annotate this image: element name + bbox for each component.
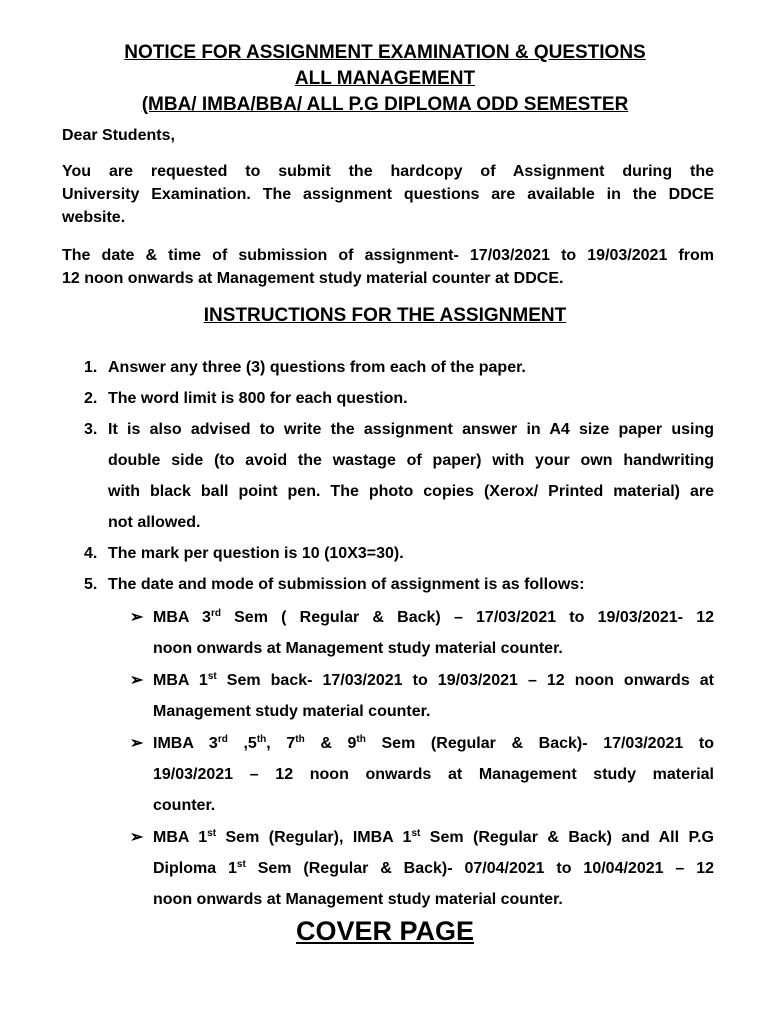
- paragraph-1: [62, 160, 714, 229]
- paragraph-1-line-2: University Examination. The assignment questions are available in the DDCE: [62, 186, 714, 203]
- item-number: 5.: [84, 576, 98, 593]
- arrow-bullet-icon: ➢: [130, 735, 144, 752]
- title-line-2: ALL MANAGEMENT: [294, 68, 476, 89]
- sub-bullet-line: IMBA 3rd ,5th, 7th & 9th Sem (Regular & Back)- 17/03/2021 to: [153, 734, 714, 752]
- sub-bullet-line: Management study material counter.: [153, 703, 431, 720]
- item-text: Answer any three (3) questions from each of the paper.: [108, 359, 526, 376]
- sub-bullet-line: MBA 1st Sem back- 17/03/2021 to 19/03/2021 – 12 noon onwards at: [153, 671, 715, 689]
- sub-bullet-text: [153, 822, 714, 915]
- sub-bullet-text: [153, 602, 714, 664]
- sub-bullet-text: [153, 728, 714, 821]
- sub-bullet-line: 19/03/2021 – 12 noon onwards at Management study material: [153, 766, 714, 783]
- paragraph-2-line-1: The date & time of submission of assignment- 17/03/2021 to 19/03/2021 from: [62, 247, 714, 264]
- sub-bullet-line: noon onwards at Management study material counter.: [153, 640, 563, 657]
- item-number: 1.: [84, 359, 98, 376]
- sub-bullet-line: Diploma 1st Sem (Regular & Back)- 07/04/2021 to 10/04/2021 – 12: [153, 859, 714, 877]
- item-text: The date and mode of submission of assignment is as follows:: [108, 576, 585, 593]
- item-text-line: with black ball point pen. The photo copies (Xerox/ Printed material) are: [108, 483, 714, 500]
- item-number: 3.: [84, 421, 98, 438]
- arrow-bullet-icon: ➢: [130, 829, 144, 846]
- paragraph-2: [62, 244, 714, 290]
- arrow-bullet-icon: ➢: [130, 609, 144, 626]
- item-text: [108, 414, 714, 538]
- item-text-line: It is also advised to write the assignment answer in A4 size paper using: [108, 421, 714, 438]
- cover-page-heading: COVER PAGE: [295, 916, 475, 946]
- item-number: 4.: [84, 545, 98, 562]
- greeting: Dear Students,: [62, 127, 175, 144]
- instructions-heading: INSTRUCTIONS FOR THE ASSIGNMENT: [203, 305, 567, 326]
- paragraph-1-line-3: website.: [62, 209, 126, 226]
- sub-bullet-line: MBA 1st Sem (Regular), IMBA 1st Sem (Regular & Back) and All P.G: [153, 828, 714, 846]
- paragraph-1-line-1: You are requested to submit the hardcopy of Assignment during the: [62, 163, 714, 180]
- notice-title: [0, 40, 770, 118]
- sub-bullet-line: MBA 3rd Sem ( Regular & Back) – 17/03/2021 to 19/03/2021- 12: [153, 608, 714, 626]
- sub-bullet-text: [153, 665, 714, 727]
- item-text: The word limit is 800 for each question.: [108, 390, 408, 407]
- title-line-1: NOTICE FOR ASSIGNMENT EXAMINATION & QUESTIONS: [124, 42, 646, 63]
- sub-bullet-line: counter.: [153, 797, 216, 814]
- arrow-bullet-icon: ➢: [130, 672, 144, 689]
- sub-bullet-line: noon onwards at Management study material counter.: [153, 891, 563, 908]
- paragraph-2-line-2: 12 noon onwards at Management study material counter at DDCE.: [62, 270, 564, 287]
- item-number: 2.: [84, 390, 98, 407]
- item-text-line: double side (to avoid the wastage of paper) with your own handwriting: [108, 452, 714, 469]
- title-line-3: (MBA/ IMBA/BBA/ ALL P.G DIPLOMA ODD SEMESTER: [141, 94, 629, 115]
- item-text-line: not allowed.: [108, 514, 201, 531]
- item-text: The mark per question is 10 (10X3=30).: [108, 545, 404, 562]
